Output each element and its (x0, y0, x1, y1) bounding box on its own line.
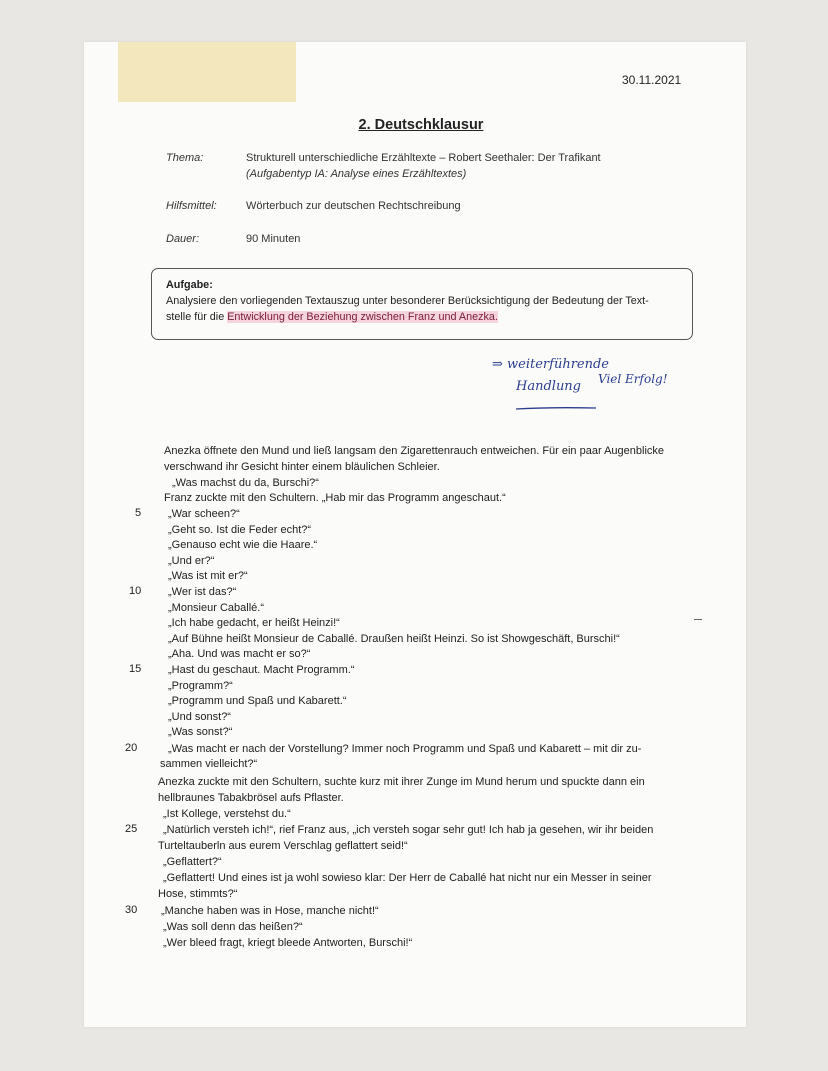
text-line: Turteltauberln aus eurem Verschlag geflattert seid!“ (158, 840, 408, 852)
text-line: „Was machst du da, Burschi?“ (172, 477, 319, 489)
text-line: „Natürlich versteh ich!“, rief Franz aus, „ich versteh sogar sehr gut! Ich hab ja gesehen, wir ihr beiden (163, 824, 654, 836)
meta-value-dauer: 90 Minuten (246, 233, 301, 245)
handwritten-note (490, 357, 690, 417)
handwritten-line-2: Handlung (516, 379, 582, 394)
text-line: Franz zuckte mit den Schultern. „Hab mir das Programm angeschaut.“ (164, 492, 506, 504)
text-line: „Ich habe gedacht, er heißt Heinzi!“ (168, 617, 340, 629)
text-line: „War scheen?“ (168, 508, 240, 520)
text-line: „Und sonst?“ (168, 711, 231, 723)
meta-label-thema: Thema: (166, 152, 204, 164)
task-line-2-prefix: stelle für die (166, 311, 228, 323)
margin-mark (694, 619, 702, 620)
text-line: Anezka zuckte mit den Schultern, suchte kurz mit ihrer Zunge im Mund herum und spuckte dann ein (158, 776, 645, 788)
task-highlight: Entwicklung der Beziehung zwischen Franz und Anezka. (227, 311, 498, 323)
text-line: „Programm und Spaß und Kabarett.“ (168, 695, 347, 707)
text-line: „Was macht er nach der Vorstellung? Immer noch Programm und Spaß und Kabarett – mit dir zu- (168, 743, 642, 755)
text-line: „Aha. Und was macht er so?“ (168, 648, 311, 660)
text-line: „Geflattert! Und eines ist ja wohl sowieso klar: Der Herr de Caballé hat nicht nur ein Messer in seiner (163, 872, 652, 884)
exam-title-text: 2. Deutschklausur (358, 117, 484, 133)
sticky-note (118, 42, 296, 102)
line-number: 20 (125, 742, 138, 754)
meta-label-dauer: Dauer: (166, 233, 200, 245)
line-number: 10 (129, 585, 142, 597)
text-line: „Und er?“ (168, 555, 215, 567)
text-line: „Geflattert?“ (163, 856, 222, 868)
text-line: „Monsieur Caballé.“ (168, 602, 264, 614)
text-line: „Was soll denn das heißen?“ (163, 921, 303, 933)
text-line: verschwand ihr Gesicht hinter einem bläulichen Schleier. (164, 461, 440, 473)
handwritten-line-1: ⇒ weiterführende (492, 357, 609, 372)
text-line: hellbraunes Tabakbrösel aufs Pflaster. (158, 792, 344, 804)
task-line-2 (166, 309, 678, 325)
task-box (151, 268, 693, 340)
task-label: Aufgabe: (166, 279, 213, 291)
exam-title (0, 117, 828, 133)
handwritten-underline (490, 357, 690, 417)
meta-sub-thema: (Aufgabentyp IA: Analyse eines Erzähltextes) (246, 168, 467, 180)
text-line: sammen vielleicht?“ (160, 758, 258, 770)
meta-label-hilfsmittel: Hilfsmittel: (166, 200, 217, 212)
meta-value-hilfsmittel: Wörterbuch zur deutschen Rechtschreibung (246, 200, 461, 212)
text-line: „Was ist mit er?“ (168, 570, 248, 582)
text-line: „Ist Kollege, verstehst du.“ (163, 808, 291, 820)
text-line: „Programm?“ (168, 680, 233, 692)
text-line-highlighted: „Wer ist das?“ (168, 586, 237, 598)
text-line: „Was sonst?“ (168, 726, 233, 738)
handwritten-wish: Viel Erfolg! (598, 372, 668, 386)
exam-date: 30.11.2021 (622, 73, 682, 87)
text-line: „Geht so. Ist die Feder echt?“ (168, 524, 312, 536)
text-line: „Auf Bühne heißt Monsieur de Caballé. Draußen heißt Heinzi. So ist Showgeschäft, Burschi!“ (168, 633, 620, 645)
task-line-1: Analysiere den vorliegenden Textauszug unter besonderer Berücksichtigung der Bedeutung der Text- (166, 295, 649, 307)
line-number: 5 (135, 507, 142, 519)
line-number: 15 (129, 663, 142, 675)
text-line: Anezka öffnete den Mund und ließ langsam den Zigarettenrauch entweichen. Für ein paar Augenblicke (164, 445, 665, 457)
line-number: 30 (125, 904, 138, 916)
text-line: „Genauso echt wie die Haare.“ (168, 539, 318, 551)
line-number: 25 (125, 823, 138, 835)
text-line: „Wer bleed fragt, kriegt bleede Antworten, Burschi!“ (163, 937, 413, 949)
text-line: Hose, stimmts?“ (158, 888, 238, 900)
text-line: „Manche haben was in Hose, manche nicht!“ (161, 905, 379, 917)
text-line: „Hast du geschaut. Macht Programm.“ (168, 664, 355, 676)
meta-value-thema: Strukturell unterschiedliche Erzähltexte – Robert Seethaler: Der Trafikant (246, 152, 601, 164)
